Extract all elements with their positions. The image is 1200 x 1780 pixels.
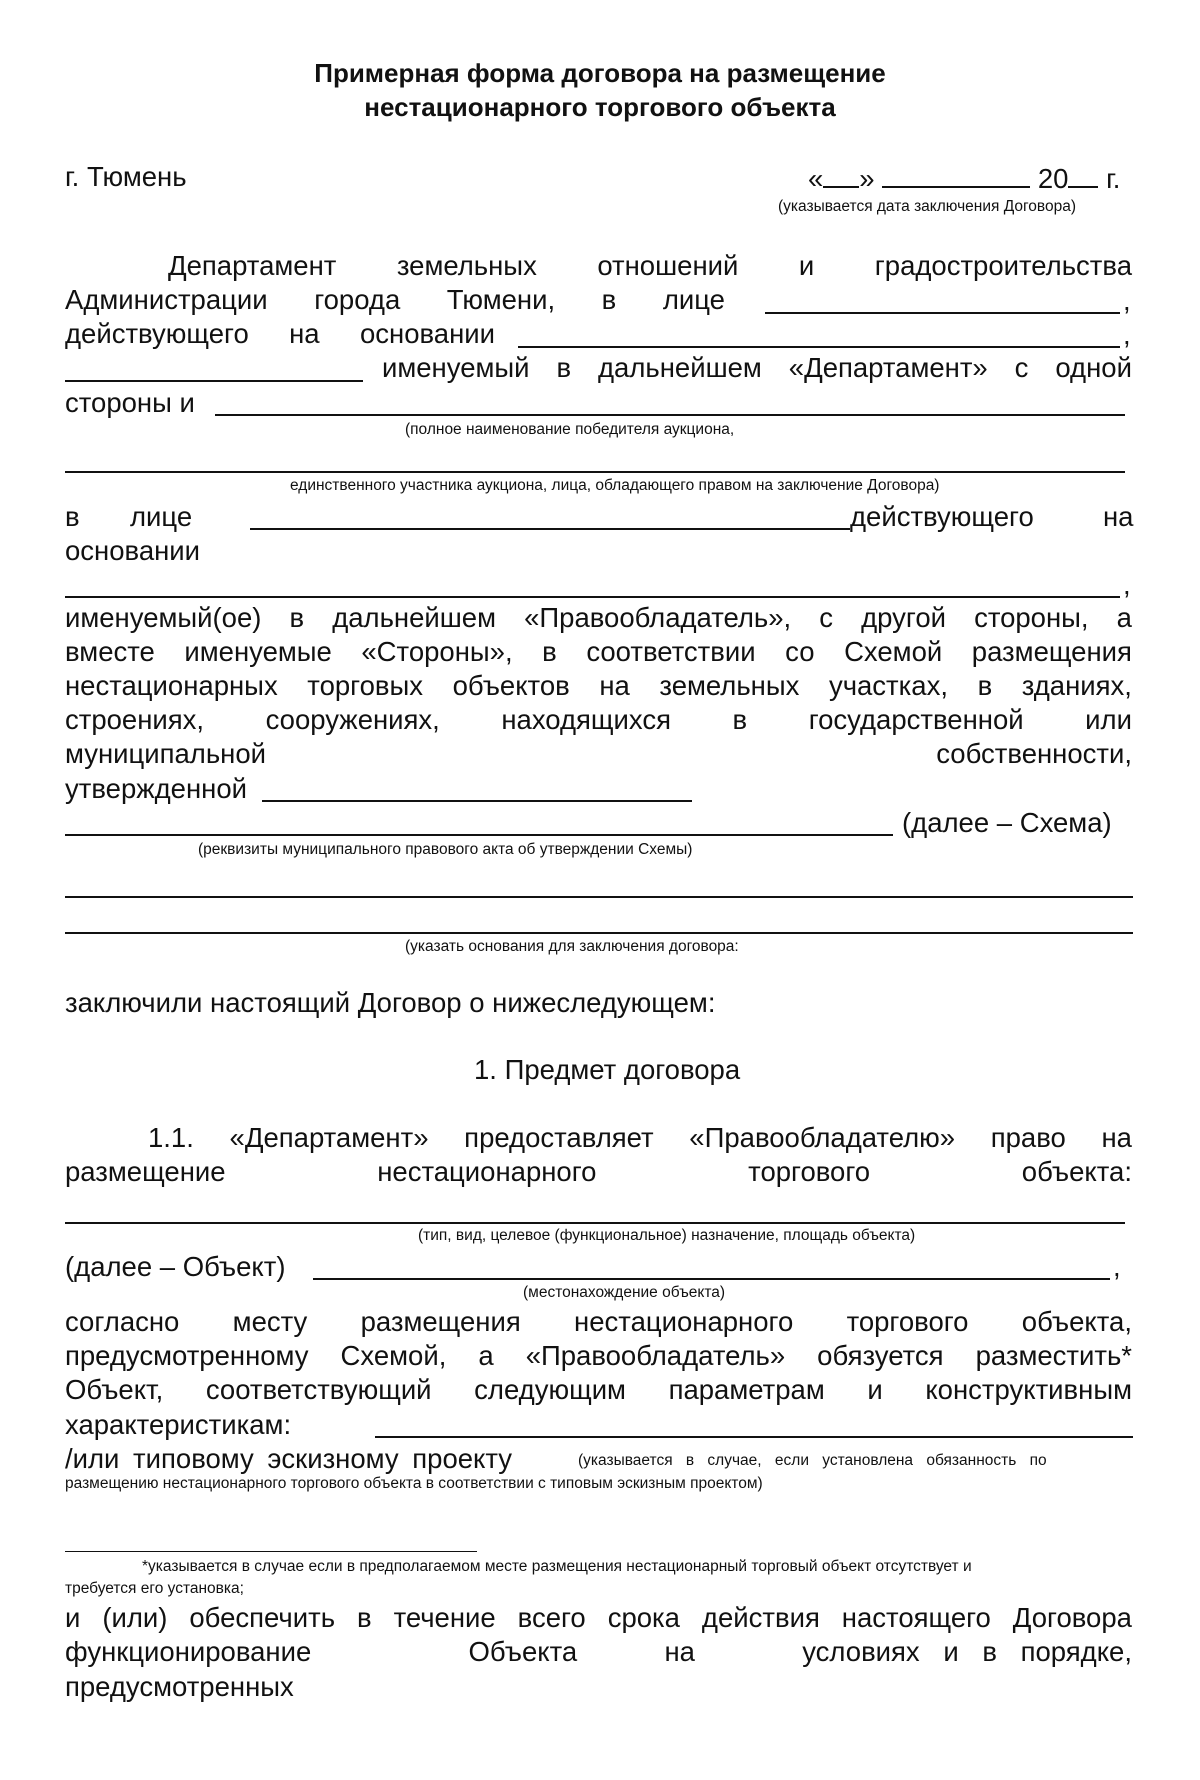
footnote-line-1: *указывается в случае если в предполагаемом месте размещения нестационарный торговый объект отсутствует и [142, 1558, 972, 1575]
city-label: г. Тюмень [65, 161, 187, 192]
date-close-quote: » [859, 163, 875, 194]
basis-note: (указать основания для заключения договора: [405, 938, 739, 955]
winner-blank-2 [65, 471, 1125, 473]
winner-blank [215, 414, 1125, 416]
parties-line-3: действующего на основании [65, 318, 495, 349]
parties-line-5: стороны и [65, 387, 195, 418]
scheme-act-blank [65, 834, 893, 836]
clause-line-4: предусмотренному Схемой, а «Правообладатель» обязуется разместить* [65, 1340, 1132, 1371]
sketch-note-2: размещению нестационарного торгового объекта в соответствии с типовым эскизным проектом) [65, 1475, 763, 1492]
comma: , [1123, 569, 1131, 600]
parties-line-12: муниципальной собственности, [65, 738, 1132, 769]
document-title-line2: нестационарного торгового объекта [364, 92, 836, 122]
approved-blank [262, 800, 692, 802]
in-person-label-2: лице [130, 501, 193, 532]
clause-line-1: 1.1. «Департамент» предоставляет «Правообладателю» право на [148, 1122, 1132, 1153]
parties-line-10: нестационарных торговых объектов на земельных участках, в зданиях, [65, 670, 1132, 701]
concluded-statement: заключили настоящий Договор о нижеследующем: [65, 987, 716, 1018]
location-note: (местонахождение объекта) [523, 1284, 726, 1301]
basis-continuation-blank [65, 380, 363, 382]
characteristics-label: характеристикам: [65, 1409, 292, 1440]
in-person-label: в [65, 501, 80, 532]
document-title-line1: Примерная форма договора на размещение [314, 58, 886, 88]
parties-line-9: вместе именуемые «Стороны», в соответствии со Схемой размещения [65, 636, 1132, 667]
clause-line-5: Объект, соответствующий следующим параметрам и конструктивным [65, 1374, 1132, 1405]
winner-representative-blank [250, 528, 850, 530]
scheme-label: (далее – Схема) [902, 807, 1112, 838]
day-blank [823, 160, 859, 188]
sketch-note-1: (указывается в случае, если установлена обязанность по [578, 1452, 1047, 1469]
on-label: на [1103, 501, 1134, 532]
year-blank [1068, 160, 1098, 188]
parties-line-2: Администрации города Тюмени, в лице [65, 284, 725, 315]
parties-line-4: именуемый в дальнейшем «Департамент» с одной [382, 352, 1132, 383]
month-blank [882, 160, 1030, 188]
continuation-line-1: и (или) обеспечить в течение всего срока действия настоящего Договора [65, 1602, 1132, 1633]
winner-basis-blank [65, 596, 1120, 598]
continuation-line-2: функционирование Объекта на условиях и в порядке, [65, 1636, 1132, 1667]
clause-line-3: согласно месту размещения нестационарного торгового объекта, [65, 1306, 1132, 1337]
year-prefix: 20 [1037, 163, 1069, 194]
basis-blank-b [65, 932, 1133, 934]
date-open-quote: « [808, 163, 824, 194]
winner-note-2: единственного участника аукциона, лица, обладающего правом на заключение Договора) [290, 477, 940, 494]
object-label: (далее – Объект) [65, 1251, 286, 1282]
winner-note-1: (полное наименование победителя аукциона, [405, 421, 735, 438]
date-field [808, 160, 1120, 196]
characteristics-blank [375, 1436, 1133, 1438]
representative-blank [765, 312, 1120, 314]
comma: , [1123, 285, 1131, 316]
parties-line-8: именуемый(ое) в дальнейшем «Правообладатель», с другой стороны, а [65, 602, 1132, 633]
object-type-note: (тип, вид, целевое (функциональное) назначение, площадь объекта) [418, 1227, 916, 1244]
continuation-line-3: предусмотренных [65, 1671, 294, 1702]
acting-label: действующего [850, 501, 1034, 532]
comma: , [1123, 319, 1131, 350]
parties-line-1: Департамент земельных отношений и градостроительства [168, 250, 1132, 281]
footnote-line-2: требуется его установка; [65, 1580, 244, 1597]
basis-blank [518, 346, 1120, 348]
section-heading: 1. Предмет договора [474, 1054, 741, 1085]
parties-line-11: строениях, сооружениях, находящихся в государственной или [65, 704, 1132, 735]
footnote-divider [65, 1551, 477, 1552]
scheme-note: (реквизиты муниципального правового акта об утверждении Схемы) [198, 841, 693, 858]
year-suffix: г. [1106, 163, 1121, 194]
basis-label: основании [65, 535, 201, 566]
date-note: (указывается дата заключения Договора) [778, 198, 1076, 215]
sketch-project-label: /или типовому эскизному проекту [65, 1443, 513, 1474]
clause-line-2: размещение нестационарного торгового объекта: [65, 1156, 1132, 1187]
approved-label: утвержденной [65, 773, 247, 804]
basis-blank-a [65, 896, 1133, 898]
object-location-blank [313, 1278, 1110, 1280]
comma: , [1113, 1251, 1121, 1282]
object-type-blank [65, 1222, 1125, 1224]
